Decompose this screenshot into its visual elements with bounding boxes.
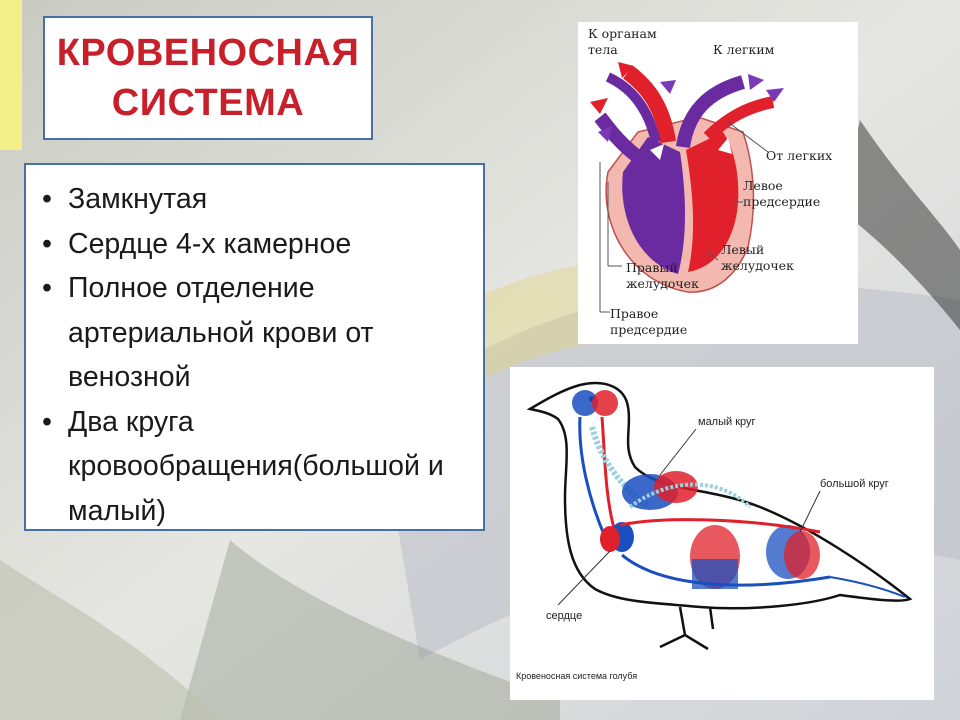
label-to-lungs: К легким	[713, 42, 775, 57]
bullet-text: Два круга кровообращения(большой и малый)	[68, 405, 444, 527]
head-capillaries-arterial	[592, 390, 618, 416]
label-right-atrium-2: предсердие	[610, 322, 688, 337]
bullet-text: Сердце 4-х камерное	[68, 227, 352, 260]
label-small-circle: малый круг	[698, 416, 756, 428]
heart-diagram	[578, 22, 858, 344]
label-right-ventricle-1: Правый	[626, 260, 678, 275]
label-right-ventricle-2: желудочек	[626, 276, 699, 291]
label-left-ventricle-1: Левый	[721, 242, 765, 257]
bullet-list	[40, 177, 475, 533]
bullet-item-closed	[40, 177, 475, 222]
bird-diagram-panel	[510, 367, 934, 700]
bullet-item-circulation	[40, 400, 475, 534]
bird-leg	[710, 607, 713, 629]
title-line-1: КРОВЕНОСНАЯ	[56, 32, 360, 74]
label-left-atrium-2: предсердие	[743, 194, 821, 209]
label-left-ventricle-2: желудочек	[721, 258, 794, 273]
bird-caption: Кровеносная система голубя	[516, 671, 638, 681]
bullet-item-heart	[40, 222, 475, 267]
title-line-2: СИСТЕМА	[111, 82, 305, 124]
label-heart: сердце	[546, 610, 583, 622]
label-to-body-1: К органам	[588, 26, 657, 41]
label-left-atrium-1: Левое	[743, 178, 783, 193]
bullet-icon: •	[42, 405, 52, 438]
bullet-icon: •	[42, 227, 52, 260]
arrow-icon	[590, 98, 608, 114]
bullet-icon: •	[42, 183, 52, 215]
bullet-item-separation	[40, 266, 475, 400]
bullet-text: Полное отделение артериальной крови от венозной	[68, 272, 374, 393]
title-box	[43, 16, 373, 140]
bullet-list-box	[24, 163, 485, 531]
organ-capillaries-2-arterial	[784, 531, 820, 579]
label-big-circle: большой круг	[820, 478, 889, 490]
label-right-atrium-1: Правое	[610, 306, 659, 321]
arrow-icon	[748, 74, 764, 90]
bird-diagram	[510, 367, 934, 700]
label-from-lungs: От легких	[766, 148, 833, 163]
label-to-body-2: тела	[588, 42, 618, 57]
bullet-text: Замкнутая	[68, 183, 208, 215]
bird-leg	[660, 607, 708, 649]
heart-diagram-panel	[578, 22, 858, 344]
bullet-icon: •	[42, 272, 52, 304]
arrow-icon	[660, 80, 676, 94]
heart-left	[600, 526, 620, 552]
